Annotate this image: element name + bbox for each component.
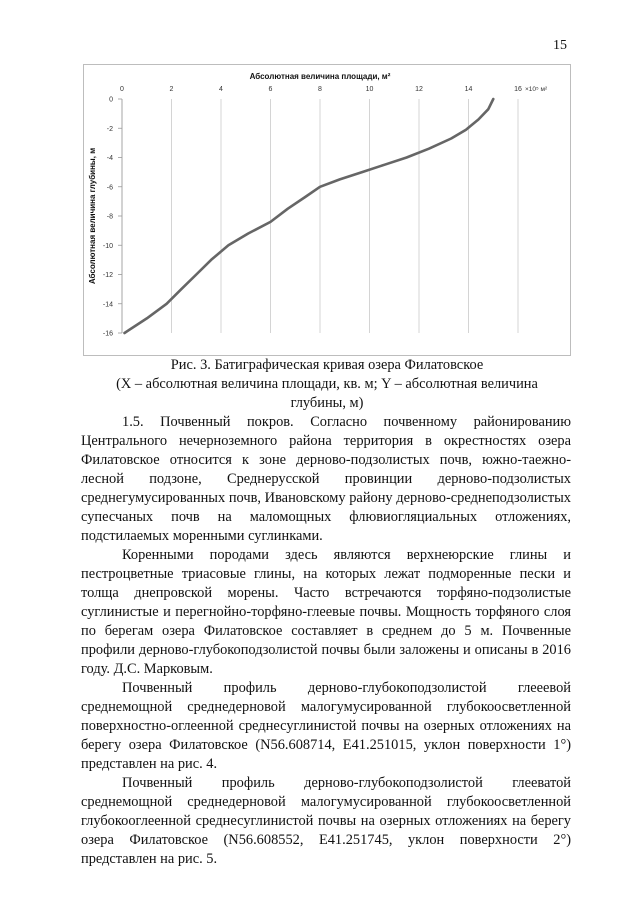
paragraph-profile-fig4: Почвенный профиль дерново-глубокоподзолистой глееевой среднемощной среднедерновой малогумусированной глубокоосветленной поверхностно-оглеенной среднесуглинистой почвы на озерных отложениях на берегу озера Филатовское (N56.608714, E41.251015, уклон поверхности 1°) представлен на рис. 4. [81, 680, 571, 772]
x-tick-label: 4 [219, 86, 223, 93]
y-tick-label: -4 [106, 155, 113, 162]
y-tick-label: -14 [102, 301, 113, 309]
x-tick-label: 0 [120, 86, 124, 93]
paragraph-bedrock: Коренными породами здесь являются верхнеюрские глины и пестроцветные триасовые глины, на которых лежат подморенные пески и толща днепровской морены. Часто встречаются торфяно-подзолистые суглинистые и перегнойно-торфяно-глеевые почвы. Мощность торфяного слоя по берегам озера Филатовское составляет в среднем до 5 м. Почвенные профили дерново-глубокоподзолистой почвы были заложены и описаны в 2016 году. Д.С. Марковым. [81, 547, 571, 677]
figure-caption [83, 356, 571, 413]
x-tick-label: 6 [268, 86, 273, 93]
x-tick-label: 14 [464, 86, 473, 93]
x-tick-label: 12 [415, 86, 423, 93]
x-tick-label: 8 [318, 86, 322, 93]
y-axis-label: Абсолютная величина глубины, м [88, 147, 97, 285]
y-tick-label: -16 [102, 330, 113, 338]
y-tick-label: 0 [109, 96, 113, 104]
paragraph-soil-cover: 1.5. Почвенный покров. Согласно почвенному районированию Центрального нечерноземного района территория в окрестностях озера Филатовское относится к зоне дерново-подзолистых почв, южно-таежно-лесной подзоне, Среднерусской провинции дерново-подзолистых среднегумусированных почв, Ивановскому району дерново-среднеподзолистых супесчаных почв на маломощных флювиогляциальных отложениях, подстилаемых моренными суглинками. [81, 414, 571, 544]
y-tick-label: -2 [106, 125, 113, 133]
bathygraphic-curve [125, 99, 494, 333]
x-unit-label: ×10⁵ м² [525, 86, 548, 93]
y-tick-label: -12 [102, 272, 113, 279]
y-tick-label: -6 [106, 184, 113, 192]
paragraph-profile-fig5: Почвенный профиль дерново-глубокоподзолистой глееватой среднемощной среднедерновой малогумусированной глубокоосветленной глубокооглеенной среднесуглинистой почвы на озерных отложениях на берегу озера Филатовское (N56.608552, E41.251745, уклон поверхности 2°) представлен на рис. 5. [81, 775, 571, 867]
caption-line-2: (X – абсолютная величина площади, кв. м; Y – абсолютная величина [116, 376, 538, 392]
x-tick-label: 10 [365, 86, 374, 93]
bathygraphic-chart [83, 64, 571, 356]
body-text [81, 413, 571, 869]
caption-line-3: глубины, м) [290, 395, 364, 411]
x-tick-label: 2 [169, 86, 174, 93]
x-tick-label: 16 [514, 86, 522, 93]
y-tick-label: -10 [102, 242, 113, 250]
page-number: 15 [553, 38, 567, 53]
chart-svg [84, 65, 572, 357]
y-tick-label: -8 [106, 213, 113, 221]
caption-line-1: Рис. 3. Батиграфическая кривая озера Филатовское [170, 357, 484, 373]
chart-title: Абсолютная величина площади, м² [249, 72, 391, 81]
